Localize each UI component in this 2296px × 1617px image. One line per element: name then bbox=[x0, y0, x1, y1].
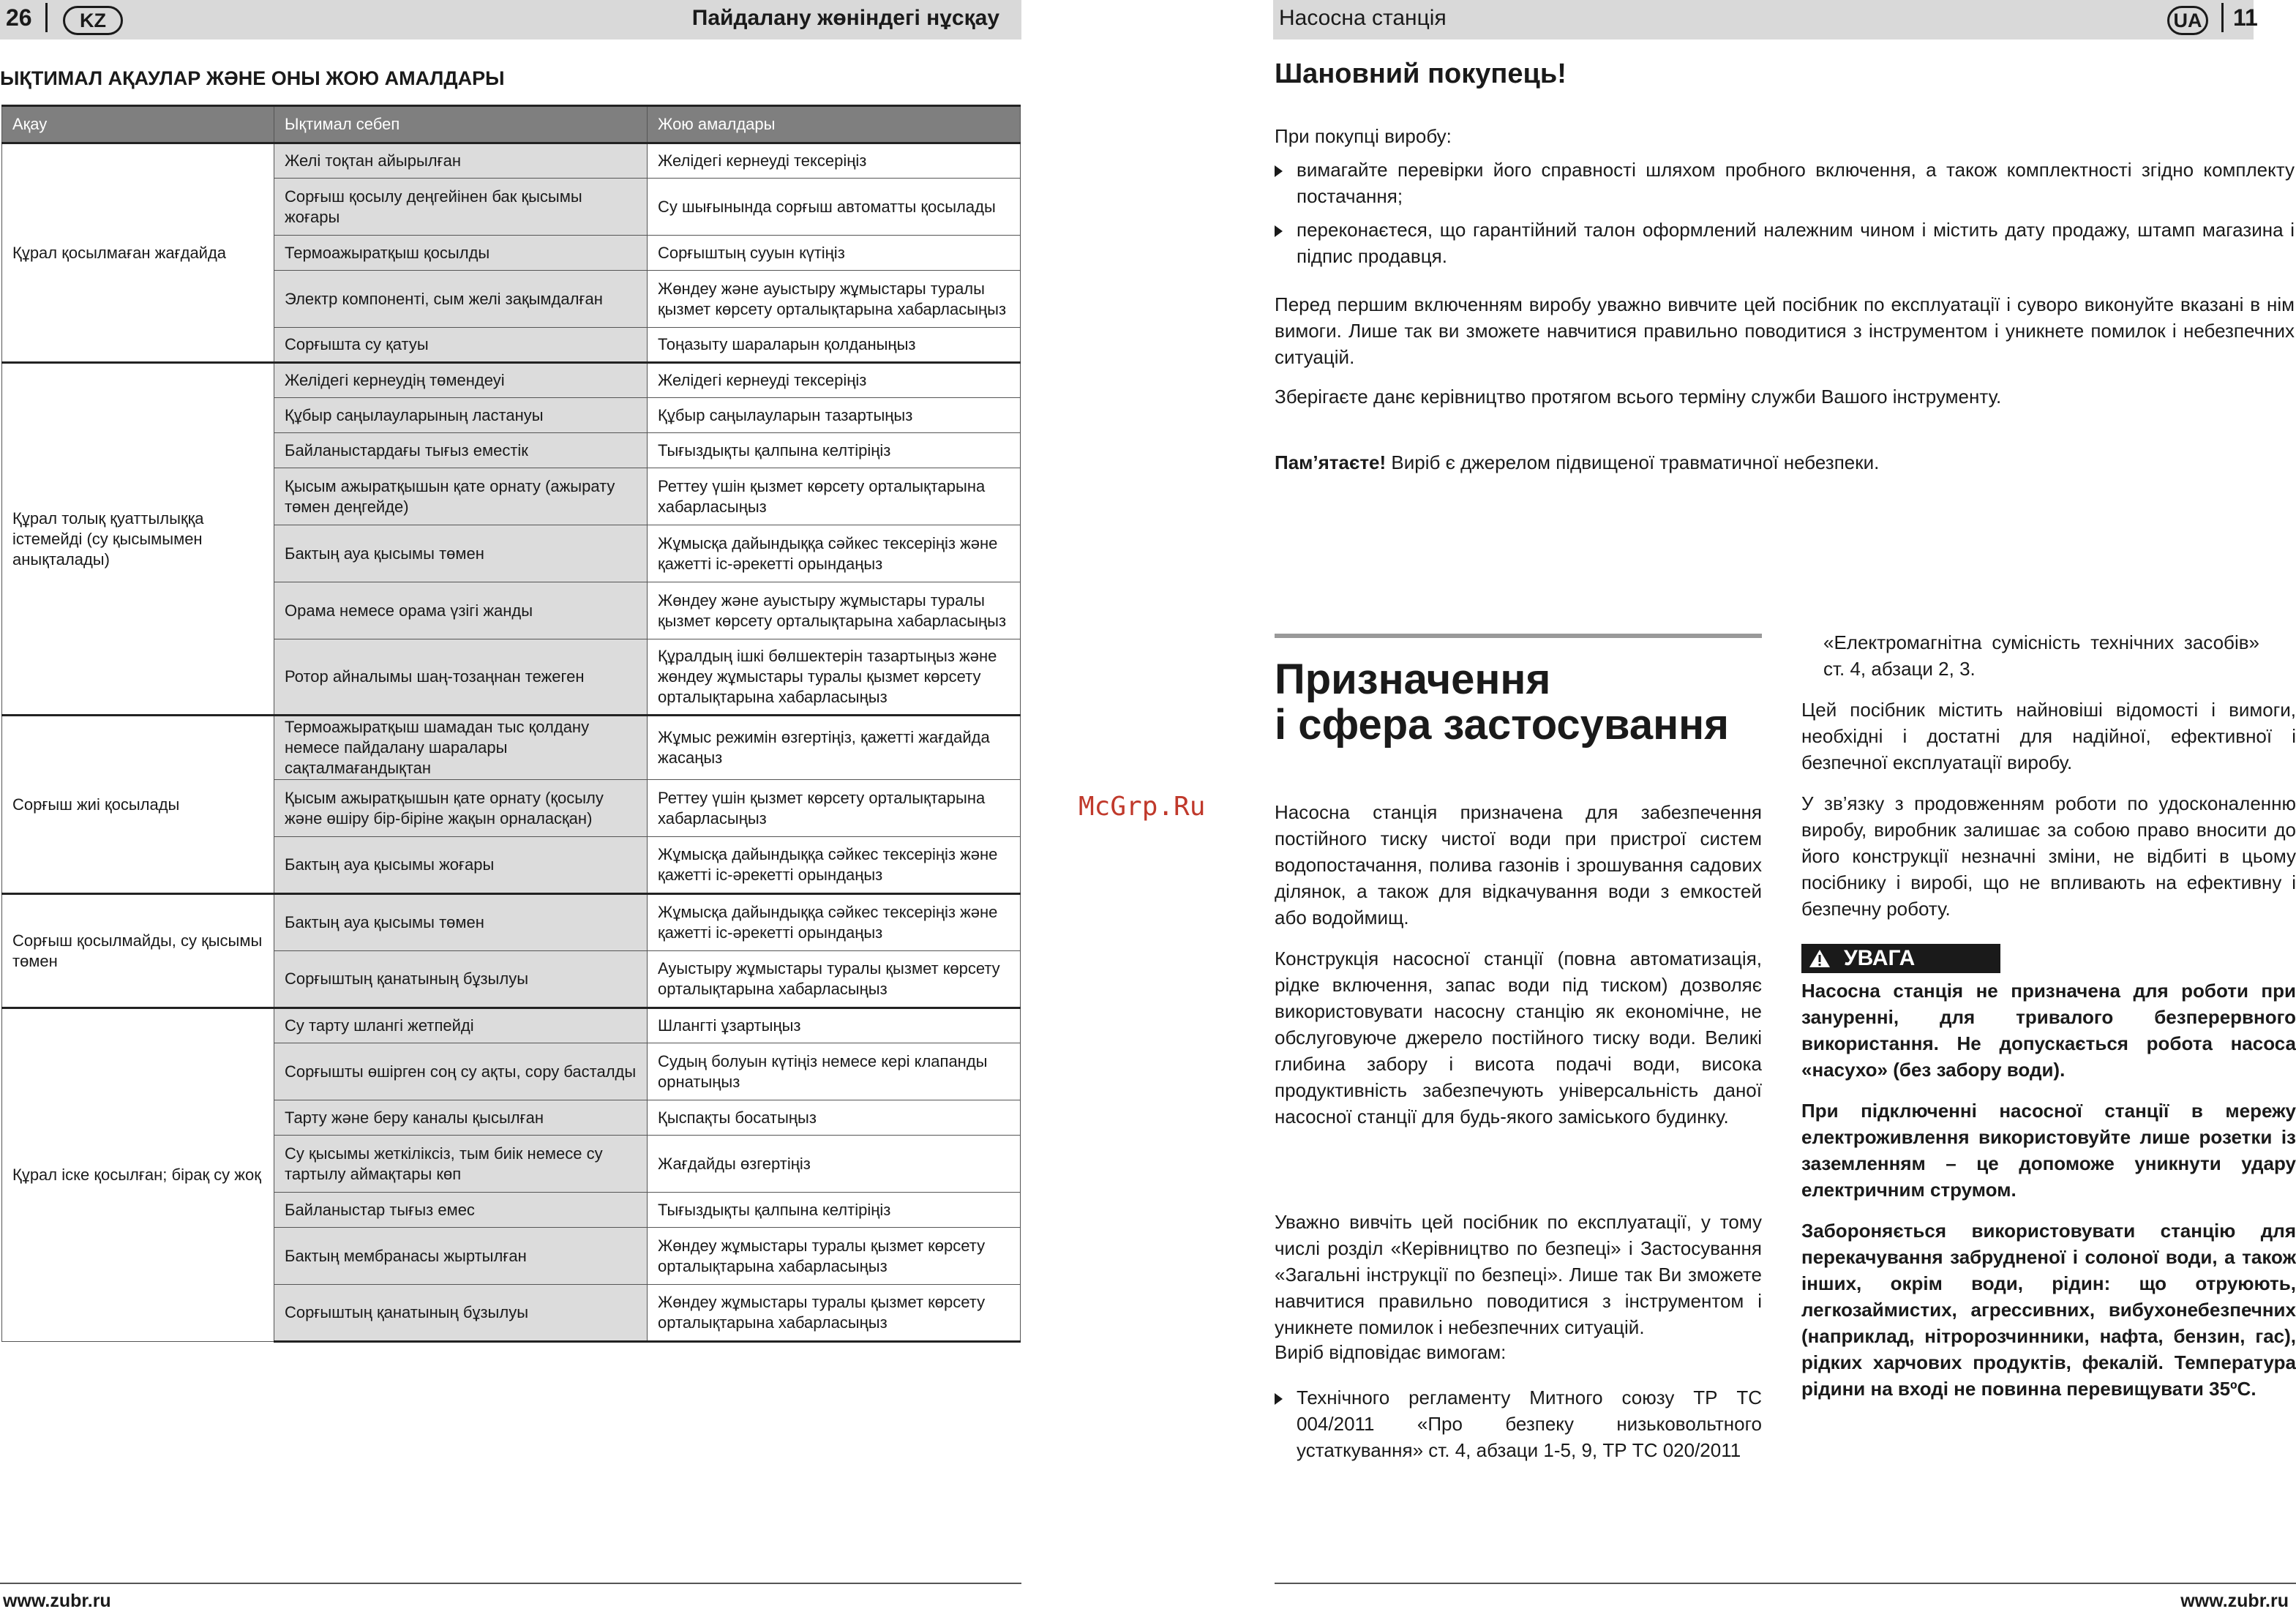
footer-rule bbox=[0, 1583, 1021, 1584]
language-badge: UA bbox=[2167, 6, 2208, 35]
remedy-cell: Шлангті ұзартыңыз bbox=[648, 1008, 1021, 1043]
paragraph: Перед першим включенням виробу уважно вивчите цей посібник по експлуатації і суворо виконуйте вказані в нім вимоги. Лише так ви зможете навчитися правильно поводитися з інструментом і уникнете помилок і небезпечних ситуацій. bbox=[1275, 293, 2295, 368]
left-page bbox=[0, 0, 1024, 1617]
warning-text: Насосна станція не призначена для роботи при зануренні, для тривалого безперервного використання. Не допускається робота насоса «насухо» (без забору води). bbox=[1801, 980, 2296, 1081]
cause-cell: Желі тоқтан айырылған bbox=[274, 143, 648, 179]
table-row bbox=[2, 716, 1021, 780]
cause-cell: Бактың мембранасы жыртылған bbox=[274, 1228, 648, 1285]
symptom-cell: Сорғыш жиі қосылады bbox=[2, 716, 274, 894]
remedy-cell: Тығыздықты қалпына келтіріңіз bbox=[648, 1193, 1021, 1228]
cause-cell: Қысым ажыратқышын қате орнату (ажырату төмен деңгейде) bbox=[274, 468, 648, 525]
section-title: Призначення і сфера застосування bbox=[1275, 656, 1729, 749]
page-number: 26 bbox=[6, 4, 32, 31]
bullet-item: Технічного регламенту Митного союзу ТР ТС 004/2011 «Про безпеку низьковольтного устаткування» ст. 4, абзаци 1-5, 9, ТР ТС 020/2011 bbox=[1275, 1384, 1762, 1463]
section-rule bbox=[1275, 634, 1762, 638]
remedy-cell: Су шығынында сорғыш автоматты қосылады bbox=[648, 179, 1021, 236]
remedy-cell: Құбыр саңылауларын тазартыңыз bbox=[648, 398, 1021, 433]
remedy-cell: Құралдың ішкі бөлшектерін тазартыңыз және жөндеу жұмыстары туралы қызмет көрсету орталықтарына хабарласыңыз bbox=[648, 639, 1021, 716]
cause-cell: Электр компоненті, сым желі зақымдалған bbox=[274, 271, 648, 328]
paragraph: У зв’язку з продовженням роботи по удосконаленню виробу, виробник залишає за собою право вносити до його конструкції незначні зміни, не відбиті в цьому посібнику і виробі, що не впливають на ефективну і безпечну роботу. bbox=[1801, 792, 2296, 920]
cause-cell: Бактың ауа қысымы жоғары bbox=[274, 837, 648, 894]
warning-triangle-icon bbox=[1809, 949, 1831, 968]
section-heading: ЫҚТИМАЛ АҚАУЛАР ЖӘНЕ ОНЫ ЖОЮ АМАЛДАРЫ bbox=[0, 67, 505, 89]
troubleshooting-table bbox=[1, 105, 1021, 1343]
symptom-cell: Сорғыш қосылмайды, су қысымы төмен bbox=[2, 894, 274, 1008]
cause-cell: Бактың ауа қысымы төмен bbox=[274, 525, 648, 582]
cause-cell: Сорғыштың қанатының бұзылуы bbox=[274, 951, 648, 1008]
cause-cell: Тарту және беру каналы қысылған bbox=[274, 1100, 648, 1136]
paragraph: Зберігаєте данє керівництво протягом всього терміну служби Вашого інструменту. bbox=[1275, 386, 2002, 408]
remedy-cell: Жұмысқа дайындыққа сәйкес тексеріңіз және қажетті іс-әрекетті орындаңыз bbox=[648, 525, 1021, 582]
language-badge: KZ bbox=[63, 6, 123, 35]
column-header: Жою амалдары bbox=[648, 106, 1021, 143]
intro-text: При покупці виробу: bbox=[1275, 125, 1452, 147]
remedy-cell: Ауыстыру жұмыстары туралы қызмет көрсету орталықтарына хабарласыңыз bbox=[648, 951, 1021, 1008]
cause-cell: Қысым ажыратқышын қате орнату (қосылу және өшіру бір-біріне жақын орналасқан) bbox=[274, 780, 648, 837]
cause-cell: Бактың ауа қысымы төмен bbox=[274, 894, 648, 951]
cause-cell: Желідегі кернеудің төмендеуі bbox=[274, 363, 648, 398]
cause-cell: Термоажыратқыш шамадан тыс қолдану немесе пайдалану шаралары сақталмағандықтан bbox=[274, 716, 648, 780]
cause-cell: Құбыр саңылауларының ластануы bbox=[274, 398, 648, 433]
footer-rule bbox=[1275, 1583, 2296, 1584]
symptom-cell: Құрал қосылмаған жағдайда bbox=[2, 143, 274, 363]
paragraph: Насосна станція призначена для забезпечення постійного тиску чистої води при пристрої систем водопостачання, полива газонів і зрошування садових ділянок, а також для відкачування води з емкостей або водоймищ. bbox=[1275, 801, 1762, 928]
table-row bbox=[2, 363, 1021, 398]
cause-cell: Су қысымы жеткіліксіз, тым биік немесе су тартылу аймақтары көп bbox=[274, 1136, 648, 1193]
remedy-cell: Жағдайды өзгертіңіз bbox=[648, 1136, 1021, 1193]
header-divider bbox=[45, 3, 48, 32]
remedy-cell: Реттеу үшін қызмет көрсету орталықтарына хабарласыңыз bbox=[648, 468, 1021, 525]
watermark: McGrp.Ru bbox=[1078, 792, 1206, 822]
greeting-heading: Шановний покупець! bbox=[1275, 59, 1567, 89]
remedy-cell: Жұмысқа дайындыққа сәйкес тексеріңіз және қажетті іс-әрекетті орындаңыз bbox=[648, 837, 1021, 894]
header-title: Насосна станція bbox=[1279, 6, 1447, 30]
table-row bbox=[2, 1008, 1021, 1043]
cause-cell: Сорғыштың қанатының бұзылуы bbox=[274, 1285, 648, 1342]
footer-url[interactable]: www.zubr.ru bbox=[2180, 1591, 2289, 1611]
remedy-cell: Тоңазыту шараларын қолданыңыз bbox=[648, 328, 1021, 363]
table-header-row bbox=[2, 106, 1021, 143]
cause-cell: Ротор айналымы шаң-тозаңнан тежеген bbox=[274, 639, 648, 716]
bullet-item: переконаєтеся, що гарантійний талон оформлений належним чином і містить дату продажу, штамп магазина і підпис продавця. bbox=[1275, 217, 2295, 269]
page-header bbox=[0, 0, 1021, 40]
paragraph: Уважно вивчіть цей посібник по експлуатації, у тому числі розділ «Керівництво по безпеці» і Застосування «Загальні інструкції по безпеці». Лише так Ви зможете навчитися правильно поводитися з інструментом і уникнете помилок і небезпечних ситуацій. bbox=[1275, 1211, 1762, 1338]
remedy-cell: Жөндеу және ауыстыру жұмыстары туралы қызмет көрсету орталықтарына хабарласыңыз bbox=[648, 271, 1021, 328]
remedy-cell: Желідегі кернеуді тексеріңіз bbox=[648, 363, 1021, 398]
cause-cell: Байланыстар тығыз емес bbox=[274, 1193, 648, 1228]
right-page bbox=[1273, 0, 2296, 1617]
cause-cell: Орама немесе орама үзігі жанды bbox=[274, 582, 648, 639]
warning-badge: УВАГА bbox=[1801, 944, 2000, 973]
cause-cell: Сорғышта су қатуы bbox=[274, 328, 648, 363]
paragraph: Цей посібник містить найновіші відомості і вимоги, необхідні і достатні для надійної, ефективної і безпечної експлуатації виробу. bbox=[1801, 699, 2296, 773]
table-body bbox=[2, 143, 1021, 1342]
cause-cell: Байланыстардағы тығыз еместік bbox=[274, 433, 648, 468]
bullet-item: вимагайте перевірки його справності шляхом пробного включення, а також комплектності згідно комплекту постачання; bbox=[1275, 157, 2295, 209]
cause-cell: Сорғышты өшірген соң су ақты, сору басталды bbox=[274, 1043, 648, 1100]
bullet-arrow-icon bbox=[1275, 225, 1283, 237]
remedy-cell: Реттеу үшін қызмет көрсету орталықтарына хабарласыңыз bbox=[648, 780, 1021, 837]
bullet-arrow-icon bbox=[1275, 1393, 1283, 1405]
table-row bbox=[2, 894, 1021, 951]
symptom-cell: Құрал іске қосылған; бірақ су жоқ bbox=[2, 1008, 274, 1342]
warning-text: Забороняється використовувати станцію для перекачування забрудненої і солоної води, а також інших, окрім води, рідин: що отруюють, легкозаймистих, агрессивних, вибухонебезпечних (наприклад, нітророзчинники, нафта, бензин, гас), рідких харчових продуктів, фекалій. Температура рідини на вході не повинна перевищувати 35ºС. bbox=[1801, 1220, 2296, 1400]
remedy-cell: Жұмысқа дайындыққа сәйкес тексеріңіз және қажетті іс-әрекетті орындаңыз bbox=[648, 894, 1021, 951]
remedy-cell: Қыспақты босатыңыз bbox=[648, 1100, 1021, 1136]
remedy-cell: Сорғыштың сууын күтіңіз bbox=[648, 236, 1021, 271]
paragraph: «Електромагнітна сумісність технічних засобів» ст. 4, абзаци 2, 3. bbox=[1823, 631, 2259, 680]
paragraph: Конструкція насосної станції (повна автоматизація, рідке включення, запас води під тиском) дозволяє використовувати насосну станцію як економічне, не обслуговуюче джерело постійного тиску води. Великі глибина забору і висота подачі води, висока продуктивність забезпечують універсальність даної насосної станції для будь-якого заміського будинку. bbox=[1275, 948, 1762, 1128]
cause-cell: Сорғыш қосылу деңгейінен бак қысымы жоғары bbox=[274, 179, 648, 236]
remedy-cell: Жұмыс режимін өзгертіңіз, қажетті жағдайда жасаңыз bbox=[648, 716, 1021, 780]
remedy-cell: Судың болуын күтіңіз немесе кері клапанды орнатыңыз bbox=[648, 1043, 1021, 1100]
remedy-cell: Тығыздықты қалпына келтіріңіз bbox=[648, 433, 1021, 468]
remedy-cell: Жөндеу және ауыстыру жұмыстары туралы қызмет көрсету орталықтарына хабарласыңыз bbox=[648, 582, 1021, 639]
cause-cell: Су тарту шлангі жетпейді bbox=[274, 1008, 648, 1043]
bullet-arrow-icon bbox=[1275, 165, 1283, 177]
page-header bbox=[1273, 0, 2254, 40]
cause-cell: Термоажыратқыш қосылды bbox=[274, 236, 648, 271]
header-divider bbox=[2221, 3, 2224, 32]
column-header: Ықтимал себеп bbox=[274, 106, 648, 143]
paragraph: Виріб відповідає вимогам: bbox=[1275, 1341, 1507, 1363]
column-header: Ақау bbox=[2, 106, 274, 143]
footer-url[interactable]: www.zubr.ru bbox=[3, 1591, 111, 1611]
symptom-cell: Құрал толық қуаттылыққа істемейді (су қысымымен анықталады) bbox=[2, 363, 274, 716]
remedy-cell: Жөндеу жұмыстары туралы қызмет көрсету орталықтарына хабарласыңыз bbox=[648, 1285, 1021, 1342]
remember-note: Пам’ятаєте! Виріб є джерелом підвищеної травматичної небезпеки. bbox=[1275, 451, 1880, 473]
page-number: 11 bbox=[2233, 4, 2258, 31]
remedy-cell: Желідегі кернеуді тексеріңіз bbox=[648, 143, 1021, 179]
header-title: Пайдалану жөніндегі нұсқау bbox=[691, 6, 999, 30]
table-row bbox=[2, 143, 1021, 179]
warning-text: При підключенні насосної станції в мережу електроживлення використовуйте лише розетки із заземленням – це допоможе уникнути удару електричним струмом. bbox=[1801, 1100, 2296, 1201]
remedy-cell: Жөндеу жұмыстары туралы қызмет көрсету орталықтарына хабарласыңыз bbox=[648, 1228, 1021, 1285]
